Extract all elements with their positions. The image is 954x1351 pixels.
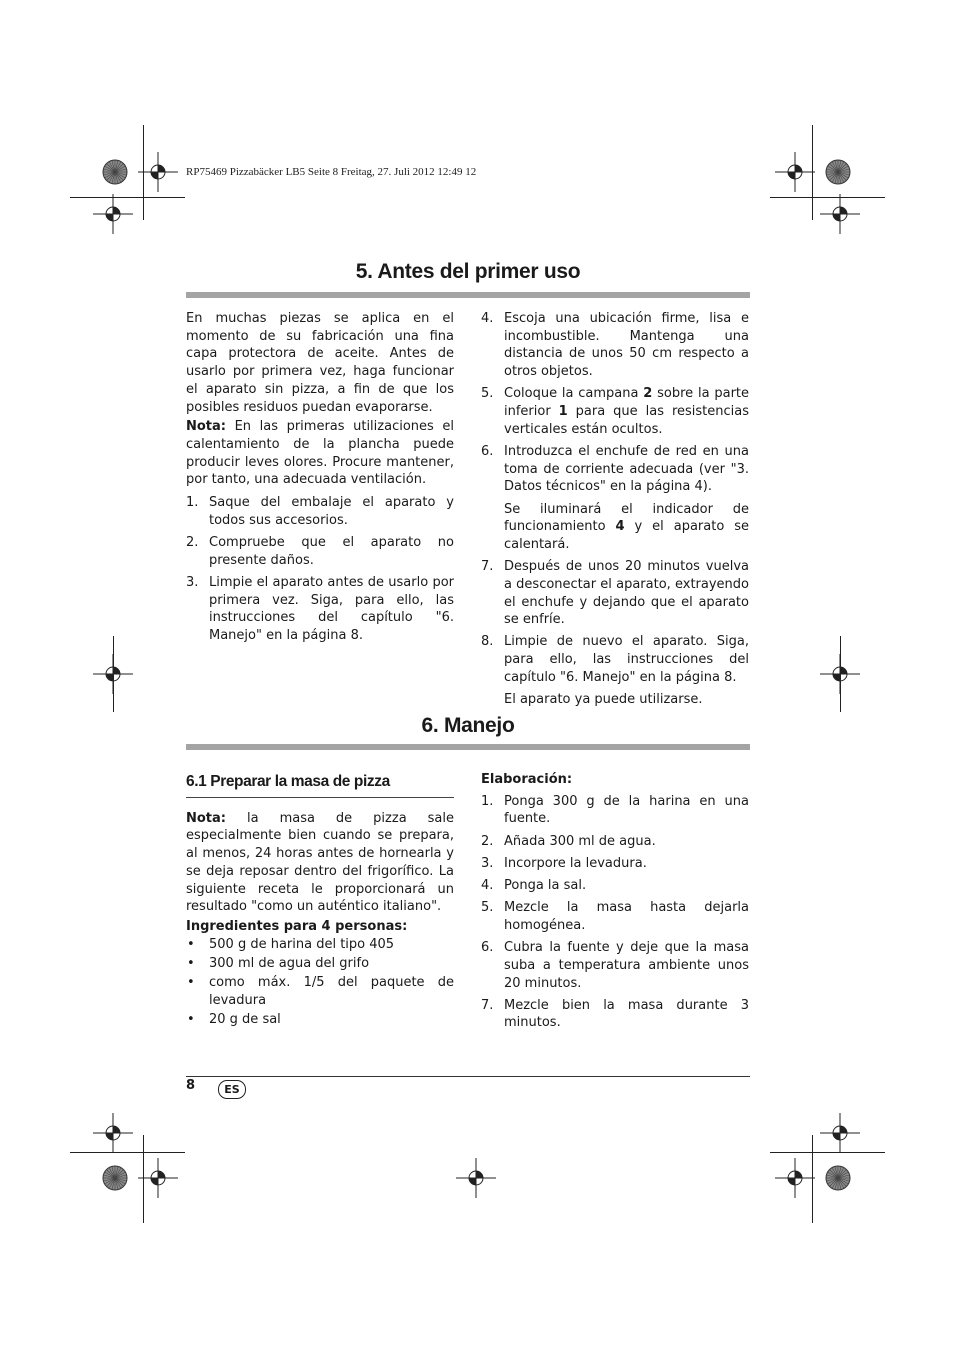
- note-text: la masa de pizza sale especialmente bien cuando se prepara, al menos, 24 horas antes de hornearla y se deja reposar dentro del frigorífico. La siguiente receta le proporcionará un resultado "como un auténtico italiano".: [186, 810, 454, 915]
- section-6-title: 6. Manejo: [421, 714, 515, 737]
- subsection-title: 6.1 Preparar la masa de pizza: [186, 773, 454, 798]
- note-label: Nota:: [186, 810, 226, 826]
- language-badge: ES: [218, 1080, 246, 1099]
- footer-rule: [186, 1076, 750, 1077]
- page-number: 8: [186, 1078, 196, 1093]
- list-item: 1. Saque del embalaje el aparato y todos sus accesorios.: [186, 495, 454, 528]
- list-item: 4. Escoja una ubicación firme, lisa e incombustible. Mantenga una distancia de unos 50 cm respecto a otros objetos.: [481, 311, 749, 380]
- crop-line: [143, 1135, 144, 1223]
- crop-line: [812, 1135, 813, 1223]
- steps-list-left: [186, 494, 454, 645]
- list-item: 1. Ponga 300 g de la harina en una fuente.: [481, 793, 749, 827]
- note-label: Nota:: [186, 419, 226, 435]
- list-item: 3. Incorpore la levadura.: [481, 855, 647, 871]
- list-item: • como máx. 1/5 del paquete de levadura: [186, 974, 454, 1009]
- crop-line: [812, 125, 813, 220]
- steps-list-right: [481, 310, 749, 709]
- list-item: 7. Mezcle bien la masa durante 3 minutos.: [481, 997, 749, 1031]
- list-item: • 500 g de harina del tipo 405: [186, 936, 454, 954]
- list-item: 7. Después de unos 20 minutos vuelva a desconectar el aparato, extrayendo el enchufe y dejando que el aparato se enfríe.: [481, 559, 749, 628]
- list-item: 8. Limpie de nuevo el aparato. Siga, para ello, las instrucciones del capítulo "6. Manejo" en la página 8. El aparato ya puede utilizarse.: [481, 634, 749, 708]
- section-6-rule: [186, 744, 750, 750]
- list-item: 3. Limpie el aparato antes de usarlo por primera vez. Siga, para ello, las instrucciones del capítulo "6. Manejo" en la página 8.: [186, 574, 454, 643]
- crop-line: [770, 197, 885, 198]
- list-item: 6. Introduzca el enchufe de red en una toma de corriente adecuada (ver "3. Datos técnicos" en la página 4). Se iluminará el indicador de funcionamiento 4 y el aparato se calentará.: [481, 443, 749, 552]
- list-item: 4. Ponga la sal.: [481, 878, 587, 894]
- section-5-rule: [186, 292, 750, 298]
- section-5-left-column: [186, 310, 454, 649]
- list-item: 5. Coloque la campana 2 sobre la parte inferior 1 para que las resistencias verticales están ocultos.: [481, 386, 750, 437]
- list-item: 6. Cubra la fuente y deje que la masa suba a temperatura ambiente unos 20 minutos.: [481, 940, 749, 991]
- prep-steps-list: [481, 793, 749, 1032]
- section-6-right-column: [481, 771, 749, 1037]
- print-info: RP75469 Pizzabäcker LB5 Seite 8 Freitag, 27. Juli 2012 12:49 12: [186, 166, 477, 178]
- list-item: 2. Compruebe que el aparato no presente daños.: [186, 534, 454, 568]
- note-text: En las primeras utilizaciones el calentamiento de la plancha puede producir leves olores. Procure mantener, por tanto, una adecuada ventilación.: [186, 419, 454, 488]
- prep-label: Elaboración:: [481, 772, 573, 787]
- list-item: 2. Añada 300 ml de agua.: [481, 833, 656, 849]
- crop-line: [70, 1152, 185, 1153]
- list-item: 5. Mezcle la masa hasta dejarla homogénea.: [481, 900, 749, 933]
- crop-line: [143, 125, 144, 220]
- section-5-right-column: [481, 310, 749, 713]
- ingredients-label: Ingredientes para 4 personas:: [186, 918, 408, 934]
- note-paragraph: [186, 418, 454, 489]
- section-5-title: 5. Antes del primer uso: [355, 260, 581, 283]
- crop-line: [113, 636, 114, 712]
- intro-paragraph: En muchas piezas se aplica en el momento de su fabricación una fina capa protectora de aceite. Antes de usarlo por primera vez, haga funcionar el aparato sin pizza, a fin de que los posibles residuos puedan evaporarse.: [186, 311, 454, 415]
- list-item: • 300 ml de agua del grifo: [186, 955, 454, 973]
- crop-line: [70, 197, 185, 198]
- crop-line: [770, 1152, 885, 1153]
- section-6-left-column: [186, 773, 454, 1030]
- ingredients-list: [186, 936, 454, 1029]
- note-paragraph: [186, 810, 454, 916]
- list-item: • 20 g de sal: [186, 1011, 454, 1029]
- crop-line: [840, 636, 841, 712]
